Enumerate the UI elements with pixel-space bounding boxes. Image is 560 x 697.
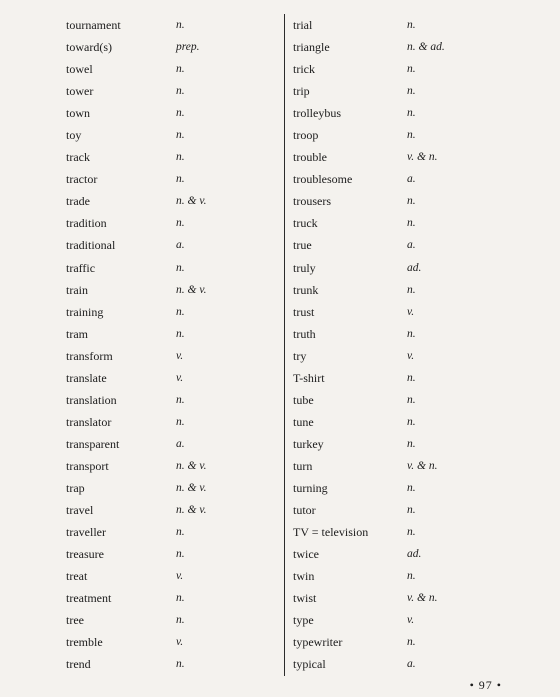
entry-word: truly bbox=[293, 260, 316, 275]
entry-word: toward(s) bbox=[66, 40, 112, 55]
entry-row bbox=[66, 411, 276, 433]
entry-row bbox=[66, 367, 276, 389]
entry-word: treasure bbox=[66, 547, 104, 562]
entry-row bbox=[66, 389, 276, 411]
entry-word: tube bbox=[293, 392, 314, 407]
entry-word: TV = television bbox=[293, 525, 369, 540]
entry-part-of-speech: n. bbox=[407, 195, 416, 208]
entry-word: trial bbox=[293, 18, 313, 32]
entry-part-of-speech: n. bbox=[407, 63, 416, 76]
entry-word: toy bbox=[66, 128, 82, 143]
entry-row bbox=[66, 433, 276, 455]
entry-word: tune bbox=[293, 414, 314, 429]
entry-word: try bbox=[293, 348, 307, 363]
entry-word: trust bbox=[293, 304, 315, 319]
entry-word: towel bbox=[66, 62, 93, 77]
entry-row bbox=[293, 36, 523, 58]
entry-word: translation bbox=[66, 392, 117, 407]
entry-word: tree bbox=[66, 613, 84, 628]
entry-word: transparent bbox=[66, 436, 120, 451]
entry-word: treat bbox=[66, 569, 88, 584]
entry-row bbox=[293, 631, 523, 653]
entry-row bbox=[66, 279, 276, 301]
entry-word: tutor bbox=[293, 503, 316, 518]
entry-part-of-speech: n. bbox=[176, 85, 185, 98]
entry-row bbox=[66, 102, 276, 124]
entry-row bbox=[293, 433, 523, 455]
entry-word: translator bbox=[66, 414, 112, 429]
entry-part-of-speech: n. & v. bbox=[176, 504, 207, 517]
entry-word: twist bbox=[293, 591, 317, 606]
entry-part-of-speech: n. & v. bbox=[176, 195, 207, 208]
entry-word: travel bbox=[66, 503, 94, 518]
entry-row bbox=[293, 653, 523, 675]
entry-part-of-speech: n. bbox=[407, 526, 416, 539]
entry-word: trunk bbox=[293, 282, 319, 297]
entry-row bbox=[293, 212, 523, 234]
entry-word: truth bbox=[293, 326, 316, 341]
entry-part-of-speech: n. bbox=[407, 481, 416, 494]
entry-row bbox=[293, 499, 523, 521]
entry-part-of-speech: a. bbox=[407, 658, 416, 671]
entry-row bbox=[66, 146, 276, 168]
entry-part-of-speech: v. & n. bbox=[407, 459, 438, 472]
entry-word: type bbox=[293, 613, 314, 628]
entry-part-of-speech: v. bbox=[176, 371, 184, 384]
entry-part-of-speech: v. & n. bbox=[407, 151, 438, 164]
entry-part-of-speech: v. & n. bbox=[407, 592, 438, 605]
entry-part-of-speech: a. bbox=[407, 239, 416, 252]
entry-part-of-speech: n. bbox=[407, 393, 416, 406]
entry-part-of-speech: a. bbox=[407, 173, 416, 186]
entry-row bbox=[293, 587, 523, 609]
entry-part-of-speech: v. bbox=[176, 349, 184, 362]
entry-word: twin bbox=[293, 569, 315, 584]
entry-row bbox=[66, 36, 276, 58]
entry-word: trolleybus bbox=[293, 106, 341, 121]
entry-row bbox=[66, 499, 276, 521]
entry-word: traffic bbox=[66, 260, 96, 275]
entry-part-of-speech: v. bbox=[407, 305, 415, 318]
entry-word: triangle bbox=[293, 40, 330, 55]
entry-row bbox=[293, 301, 523, 323]
entry-row bbox=[293, 190, 523, 212]
entry-row bbox=[293, 102, 523, 124]
entry-part-of-speech: n. bbox=[176, 19, 185, 31]
entry-row bbox=[293, 543, 523, 565]
entry-part-of-speech: n. bbox=[407, 19, 416, 31]
entry-row bbox=[66, 543, 276, 565]
entry-word: trend bbox=[66, 657, 91, 672]
entry-row bbox=[293, 58, 523, 80]
entry-part-of-speech: n. bbox=[176, 526, 185, 539]
right-column bbox=[293, 14, 523, 675]
entry-part-of-speech: n. bbox=[407, 129, 416, 142]
entry-part-of-speech: n. & v. bbox=[176, 459, 207, 472]
entry-row bbox=[66, 80, 276, 102]
entry-part-of-speech: n. bbox=[176, 173, 185, 186]
entry-word: treatment bbox=[66, 591, 112, 606]
left-column bbox=[66, 14, 276, 675]
entry-part-of-speech: n. bbox=[176, 217, 185, 230]
entry-word: tradition bbox=[66, 216, 107, 231]
entry-word: tournament bbox=[66, 18, 121, 32]
entry-part-of-speech: n. & v. bbox=[176, 283, 207, 296]
entry-part-of-speech: a. bbox=[176, 437, 185, 450]
entry-part-of-speech: n. bbox=[176, 261, 185, 274]
entry-row bbox=[66, 323, 276, 345]
entry-word: trick bbox=[293, 62, 315, 77]
entry-row bbox=[66, 477, 276, 499]
entry-row bbox=[66, 14, 276, 36]
entry-part-of-speech: n. bbox=[176, 592, 185, 605]
entry-part-of-speech: n. bbox=[176, 63, 185, 76]
entry-row bbox=[66, 58, 276, 80]
entry-row bbox=[293, 257, 523, 279]
entry-part-of-speech: n. bbox=[176, 614, 185, 627]
entry-row bbox=[66, 124, 276, 146]
entry-word: tram bbox=[66, 326, 88, 341]
entry-word: traditional bbox=[66, 238, 116, 253]
entry-word: trip bbox=[293, 84, 310, 99]
entry-word: turning bbox=[293, 480, 328, 495]
entry-part-of-speech: v. bbox=[407, 614, 415, 627]
entry-row bbox=[66, 565, 276, 587]
entry-row bbox=[66, 609, 276, 631]
entry-part-of-speech: n. bbox=[176, 107, 185, 120]
entry-part-of-speech: n. bbox=[407, 415, 416, 428]
entry-word: T-shirt bbox=[293, 370, 325, 385]
entry-word: transform bbox=[66, 348, 113, 363]
entry-part-of-speech: prep. bbox=[176, 41, 200, 54]
entry-word: translate bbox=[66, 370, 107, 385]
entry-row bbox=[293, 455, 523, 477]
entry-row bbox=[66, 455, 276, 477]
entry-row bbox=[293, 168, 523, 190]
entry-row bbox=[66, 257, 276, 279]
entry-row bbox=[293, 367, 523, 389]
entry-word: traveller bbox=[66, 525, 106, 540]
entry-part-of-speech: n. bbox=[176, 393, 185, 406]
entry-word: track bbox=[66, 150, 90, 165]
entry-part-of-speech: n. bbox=[176, 415, 185, 428]
entry-part-of-speech: n. bbox=[176, 129, 185, 142]
entry-part-of-speech: n. bbox=[407, 85, 416, 98]
entry-word: trouble bbox=[293, 150, 327, 165]
entry-part-of-speech: n. bbox=[407, 327, 416, 340]
entry-part-of-speech: n. bbox=[176, 327, 185, 340]
entry-part-of-speech: n. bbox=[407, 570, 416, 583]
entry-row bbox=[66, 212, 276, 234]
entry-row bbox=[293, 477, 523, 499]
entry-row bbox=[293, 565, 523, 587]
entry-row bbox=[293, 411, 523, 433]
entry-row bbox=[66, 301, 276, 323]
entry-row bbox=[66, 234, 276, 256]
entry-part-of-speech: a. bbox=[176, 239, 185, 252]
entry-row bbox=[293, 323, 523, 345]
page-number: • 97 • bbox=[469, 678, 502, 692]
entry-part-of-speech: n. bbox=[176, 305, 185, 318]
entry-word: typewriter bbox=[293, 635, 343, 650]
entry-word: typical bbox=[293, 657, 326, 672]
entry-row bbox=[293, 124, 523, 146]
entry-part-of-speech: n. bbox=[176, 151, 185, 164]
entry-row bbox=[293, 345, 523, 367]
entry-part-of-speech: n. bbox=[176, 548, 185, 561]
entry-part-of-speech: n. & ad. bbox=[407, 41, 445, 54]
entry-row bbox=[293, 521, 523, 543]
entry-row bbox=[293, 146, 523, 168]
entry-word: tower bbox=[66, 84, 94, 99]
entry-part-of-speech: n. & v. bbox=[176, 481, 207, 494]
entry-row bbox=[66, 168, 276, 190]
entry-word: train bbox=[66, 282, 88, 297]
entry-row bbox=[293, 14, 523, 36]
entry-word: troublesome bbox=[293, 172, 353, 187]
entry-row bbox=[293, 609, 523, 631]
entry-row bbox=[66, 631, 276, 653]
entry-word: tractor bbox=[66, 172, 98, 187]
entry-part-of-speech: n. bbox=[407, 504, 416, 517]
entry-word: training bbox=[66, 304, 104, 319]
entry-row bbox=[293, 389, 523, 411]
entry-word: truck bbox=[293, 216, 318, 231]
entry-row bbox=[66, 521, 276, 543]
entry-part-of-speech: n. bbox=[176, 658, 185, 671]
entry-part-of-speech: n. bbox=[407, 283, 416, 296]
entry-word: tremble bbox=[66, 635, 103, 650]
entry-part-of-speech: ad. bbox=[407, 548, 422, 561]
entry-part-of-speech: ad. bbox=[407, 261, 422, 274]
entry-part-of-speech: n. bbox=[407, 636, 416, 649]
entry-part-of-speech: v. bbox=[176, 570, 184, 583]
entry-part-of-speech: v. bbox=[407, 349, 415, 362]
entry-word: town bbox=[66, 106, 90, 121]
entry-part-of-speech: n. bbox=[407, 437, 416, 450]
entry-part-of-speech: n. bbox=[407, 217, 416, 230]
entry-word: troop bbox=[293, 128, 319, 143]
entry-row bbox=[293, 279, 523, 301]
entry-row bbox=[293, 234, 523, 256]
entry-word: twice bbox=[293, 547, 319, 562]
entry-word: trousers bbox=[293, 194, 331, 209]
entry-word: transport bbox=[66, 458, 109, 473]
entry-row bbox=[66, 653, 276, 675]
entry-word: trade bbox=[66, 194, 90, 209]
column-divider bbox=[284, 14, 285, 676]
entry-part-of-speech: n. bbox=[407, 371, 416, 384]
entry-part-of-speech: n. bbox=[407, 107, 416, 120]
entry-word: trap bbox=[66, 480, 85, 495]
entry-word: turkey bbox=[293, 436, 324, 451]
entry-row bbox=[293, 80, 523, 102]
entry-row bbox=[66, 190, 276, 212]
entry-row bbox=[66, 587, 276, 609]
entry-row bbox=[66, 345, 276, 367]
entry-part-of-speech: v. bbox=[176, 636, 184, 649]
entry-word: true bbox=[293, 238, 312, 253]
entry-word: turn bbox=[293, 458, 313, 473]
